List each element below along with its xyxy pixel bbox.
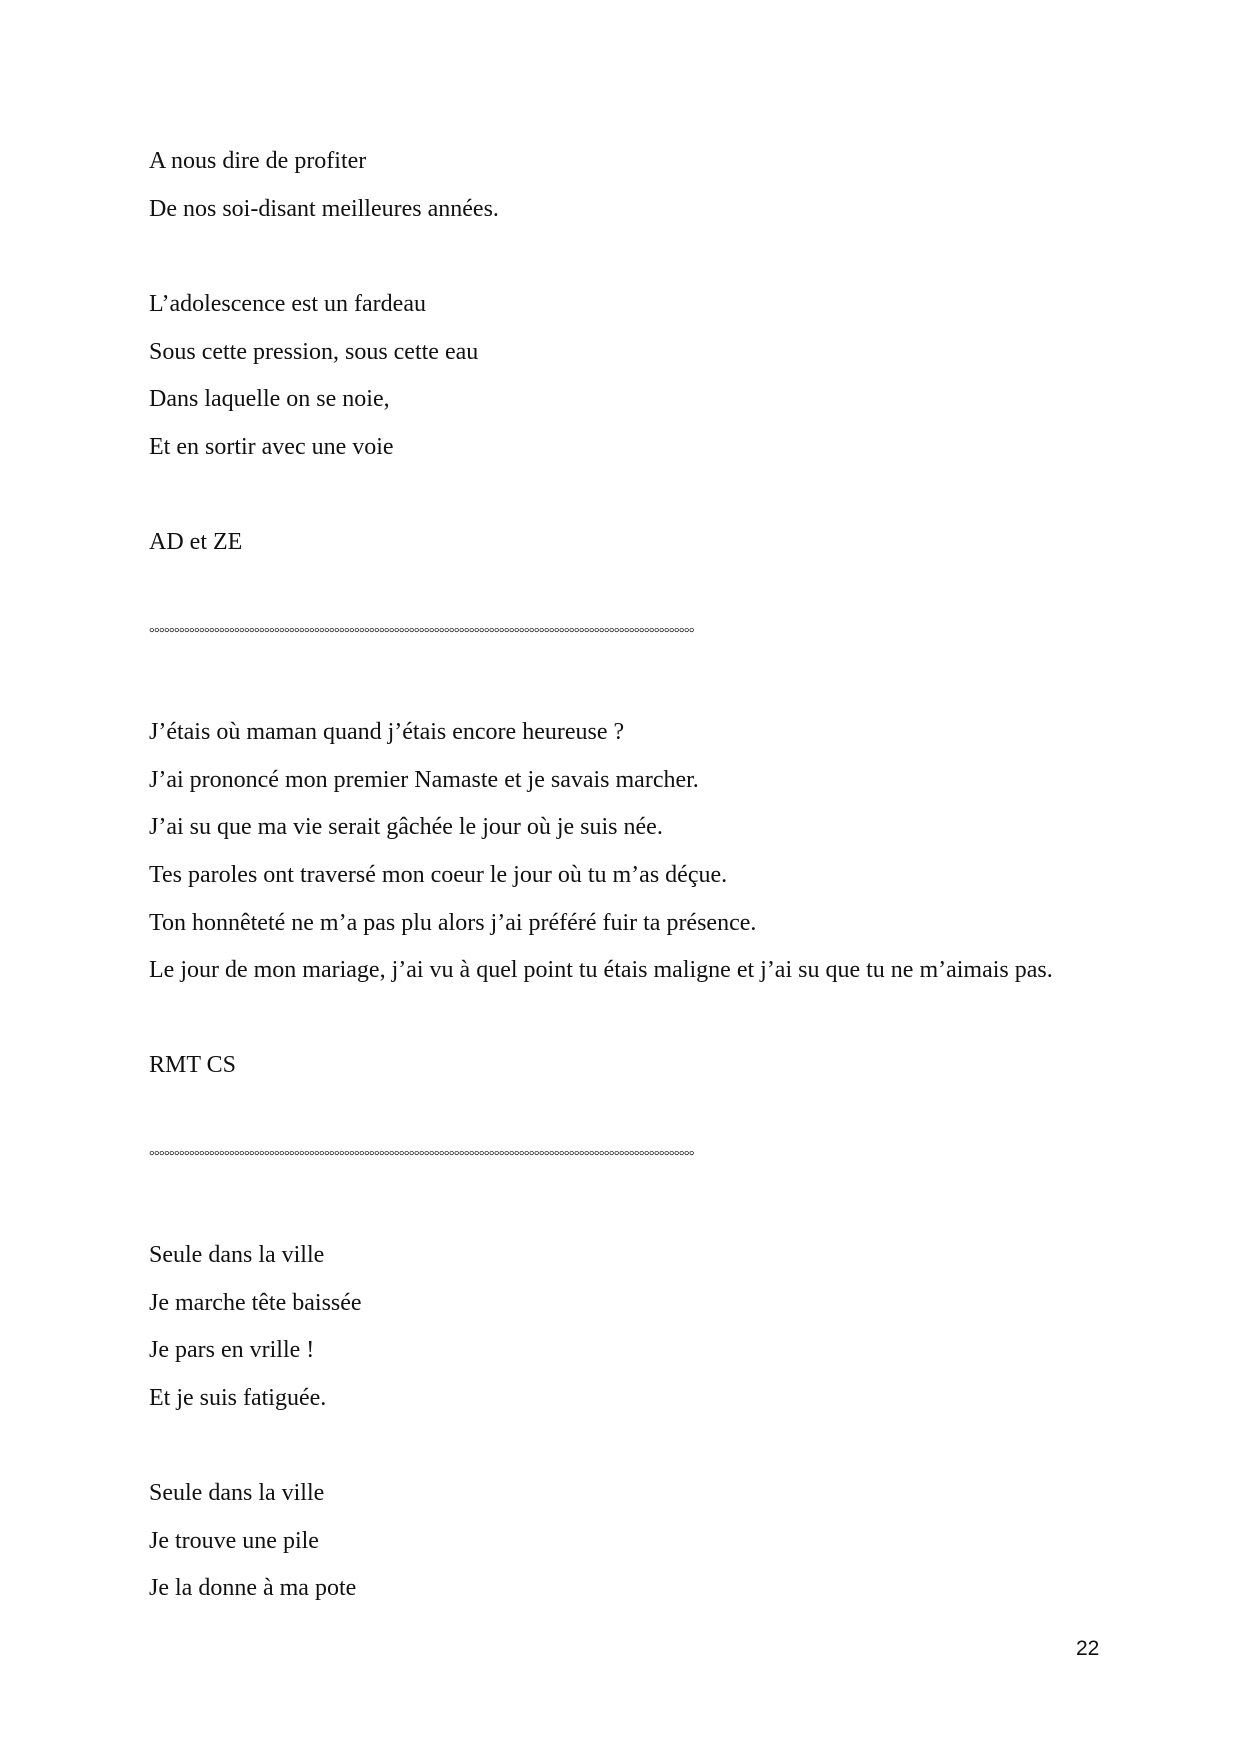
poem2-line-6: Le jour de mon mariage, j’ai vu à quel point tu étais maligne et j’ai su que tu ne m’aimais pas. (149, 957, 1053, 983)
poem2-line-2: J’ai prononcé mon premier Namaste et je savais marcher. (149, 767, 699, 793)
poem1-line-5: Dans laquelle on se noie, (149, 386, 390, 412)
poem2-line-1: J’étais où maman quand j’étais encore heureuse ? (149, 719, 625, 745)
poem3-line-6: Je trouve une pile (149, 1528, 319, 1554)
poem2-line-3: J’ai su que ma vie serait gâchée le jour où je suis née. (149, 814, 663, 840)
section-divider-1: °°°°°°°°°°°°°°°°°°°°°°°°°°°°°°°°°°°°°°°°°°°°°°°°°°°°°°°°°°°°°°°°°°°°°°°°°°°°°°°°°°°°°°°°°°°°°°°°°°°°°°°°°°°°° (149, 626, 694, 641)
page-number: 22 (1076, 1637, 1100, 1660)
poem1-line-1: A nous dire de profiter (149, 148, 367, 174)
poem1-author: AD et ZE (149, 529, 243, 555)
poem2-author: RMT CS (149, 1052, 236, 1078)
poem3-line-7: Je la donne à ma pote (149, 1575, 357, 1601)
poem3-line-4: Et je suis fatiguée. (149, 1385, 327, 1411)
poem3-line-5: Seule dans la ville (149, 1480, 325, 1506)
poem2-line-5: Ton honnêteté ne m’a pas plu alors j’ai préféré fuir ta présence. (149, 910, 757, 936)
poem3-line-2: Je marche tête baissée (149, 1290, 362, 1316)
poem3-line-1: Seule dans la ville (149, 1242, 325, 1268)
section-divider-2: °°°°°°°°°°°°°°°°°°°°°°°°°°°°°°°°°°°°°°°°°°°°°°°°°°°°°°°°°°°°°°°°°°°°°°°°°°°°°°°°°°°°°°°°°°°°°°°°°°°°°°°°°°°°° (149, 1149, 694, 1164)
poem1-line-4: Sous cette pression, sous cette eau (149, 339, 479, 365)
poem1-line-2: De nos soi-disant meilleures années. (149, 196, 499, 222)
poem1-line-6: Et en sortir avec une voie (149, 434, 394, 460)
poem3-line-3: Je pars en vrille ! (149, 1337, 315, 1363)
poem1-line-3: L’adolescence est un fardeau (149, 291, 426, 317)
poem2-line-4: Tes paroles ont traversé mon coeur le jour où tu m’as déçue. (149, 862, 728, 888)
